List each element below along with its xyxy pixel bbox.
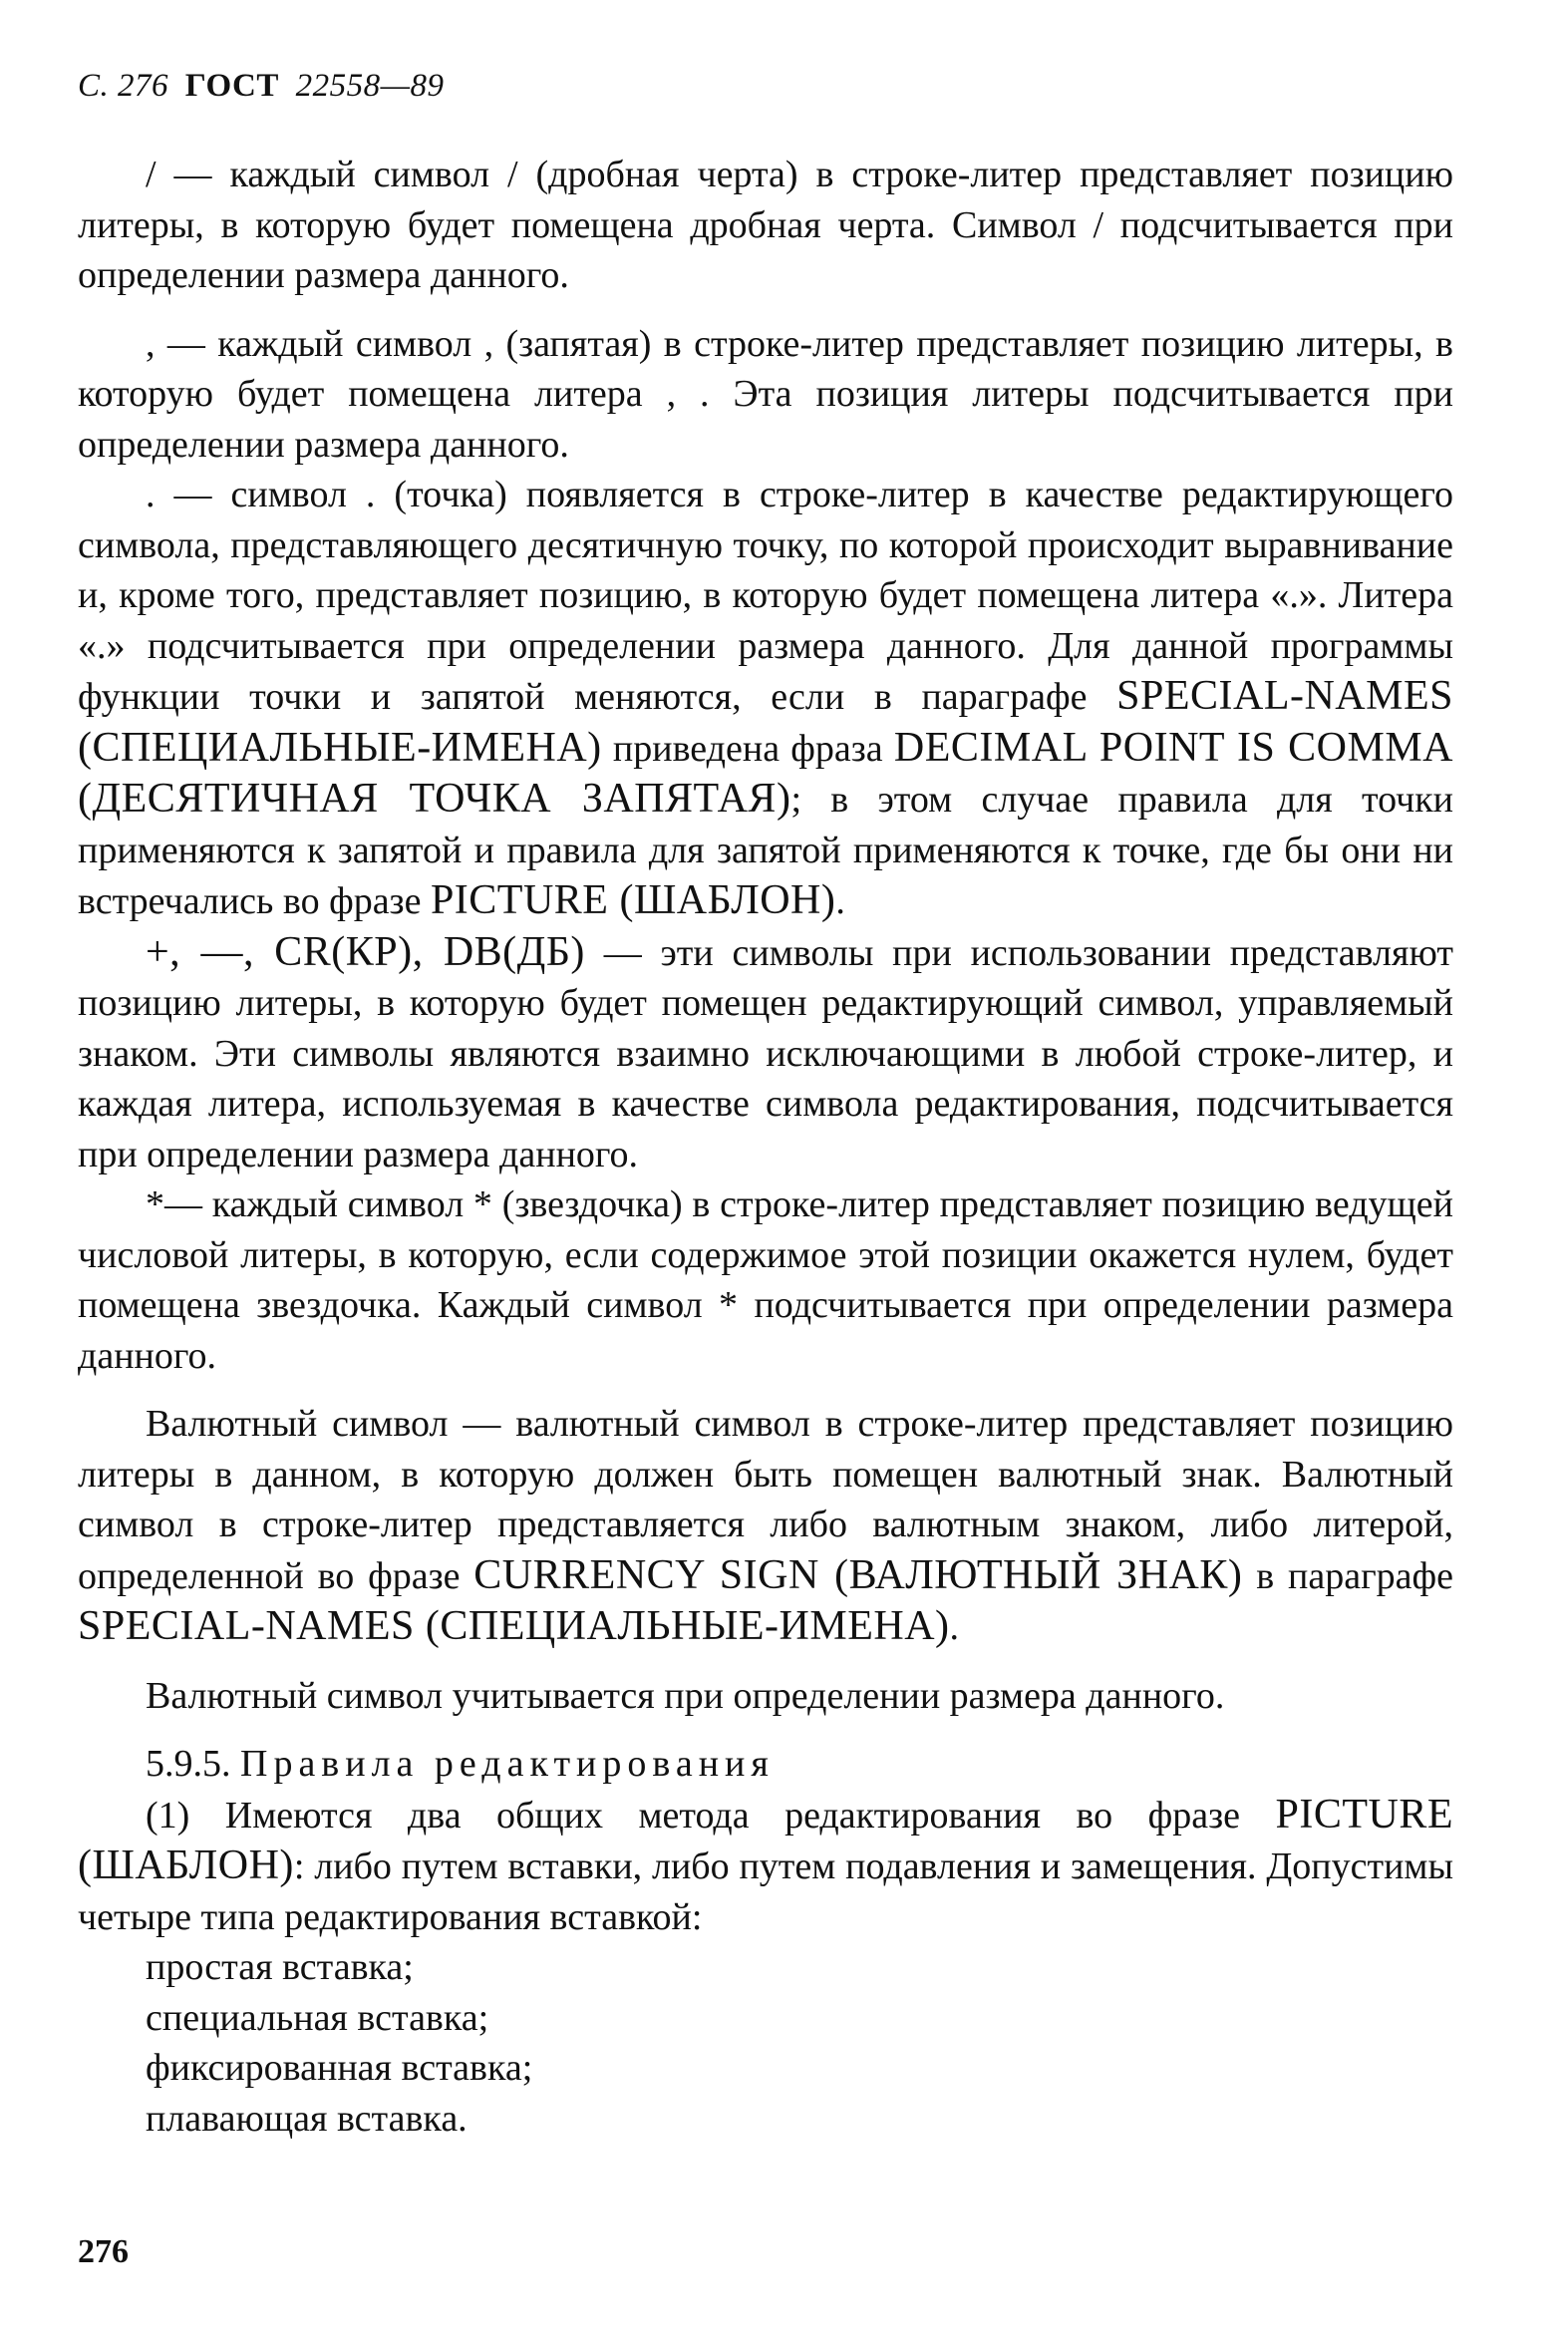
- signs-text: — эти символы при использовании представляют позицию литеры, в которую будет помещен редактирующий символ, управляемый знаком. Эти символы являются взаимно исключающими в любой строке-литер, и каждая литера, используемая в качестве символа редактирования, подсчитывается при определении размера данного.: [78, 931, 1453, 1175]
- list-item: специальная вставка;: [146, 1996, 489, 2039]
- list-item: фиксированная вставка;: [146, 2047, 533, 2089]
- list-item: простая вставка;: [146, 1946, 414, 1988]
- point-text-4: .: [835, 880, 845, 922]
- insertion-types-list: [78, 1942, 1453, 2144]
- point-text-3: ; в этом случае правила для точки применяются к запятой и правила для запятой применяются к точке, где бы они ни встречались во фразе: [78, 779, 1453, 922]
- currency-sign-term: CURRENCY SIGN (ВАЛЮТНЫЙ ЗНАК): [473, 1551, 1243, 1598]
- currency-text-1: Валютный символ — валютный символ в строке-литер представляет позицию литеры в данном, в которую должен быть помещен валютный знак. Валютный символ в строке-литер представляется либо валютным знаком, либо литерой, определенной во фразе: [78, 1403, 1453, 1597]
- special-names-term: SPECIAL-NAMES (СПЕЦИАЛЬНЫЕ-ИМЕНА): [78, 673, 1453, 771]
- paragraph-point: [78, 470, 1453, 927]
- page-number: 276: [78, 2233, 129, 2270]
- paragraph-currency-count: Валютный символ учитывается при определении размера данного.: [146, 1674, 1225, 1717]
- rule1-text-2: : либо путем вставки, либо путем подавления и замещения. Допустимы четыре типа редактирования вставкой:: [78, 1845, 1453, 1938]
- paragraph-slash: / — каждый символ / (дробная черта) в строке-литер представляет позицию литеры, в которую будет помещена дробная черта. Символ / подсчитывается при определении размера данного.: [78, 154, 1453, 296]
- special-names-term-2: SPECIAL-NAMES (СПЕЦИАЛЬНЫЕ-ИМЕНА): [78, 1603, 950, 1649]
- section-number: 5.9.5.: [146, 1743, 231, 1785]
- paragraph-comma: , — каждый символ , (запятая) в строке-литер представляет позицию литеры, в которую будет помещена литера , . Эта позиция литеры подсчитывается при определении размера данного.: [78, 322, 1453, 466]
- currency-text-3: .: [949, 1606, 960, 1648]
- paragraph-rule-1: [78, 1790, 1453, 1943]
- page-prefix: С. 276: [78, 68, 169, 104]
- picture-term: PICTURE (ШАБЛОН): [430, 877, 836, 923]
- rule1-text-1: (1) Имеются два общих метода редактирования во фразе: [146, 1794, 1276, 1837]
- page-header: [78, 68, 444, 105]
- body-text: [78, 150, 1453, 2144]
- standard-number: 22558—89: [295, 68, 445, 104]
- sign-symbols: +, —, CR(КР), DB(ДБ): [146, 928, 585, 975]
- list-item: плавающая вставка.: [146, 2097, 468, 2140]
- paragraph-asterisk: *— каждый символ * (звездочка) в строке-литер представляет позицию ведущей числовой литеры, в которую, если содержимое этой позиции окажется нулем, будет помещена звездочка. Каждый символ * подсчитывается при определении размера данного.: [78, 1183, 1453, 1377]
- standard-label: ГОСТ: [184, 68, 279, 104]
- decimal-point-term: DECIMAL POINT IS COMMA (ДЕСЯТИЧНАЯ ТОЧКА ЗАПЯТАЯ): [78, 724, 1454, 822]
- section-heading: [78, 1739, 1453, 1790]
- section-title: Правила редактирования: [240, 1743, 775, 1785]
- point-text-2: приведена фраза: [601, 727, 894, 770]
- paragraph-signs: [78, 927, 1453, 1180]
- picture-term-2: PICTURE (ШАБЛОН): [78, 1791, 1453, 1888]
- currency-text-2: в параграфе: [1242, 1554, 1454, 1597]
- point-text-1: . — символ . (точка) появляется в строке-литер в качестве редактирующего символа, представляющего десятичную точку, по которой происходит выравнивание и, кроме того, представляет позицию, в которую будет помещена литера «.». Литера «.» подсчитывается при определении размера данного. Для данной программы функции точки и запятой меняются, если в параграфе: [78, 474, 1453, 718]
- paragraph-currency: [78, 1399, 1453, 1653]
